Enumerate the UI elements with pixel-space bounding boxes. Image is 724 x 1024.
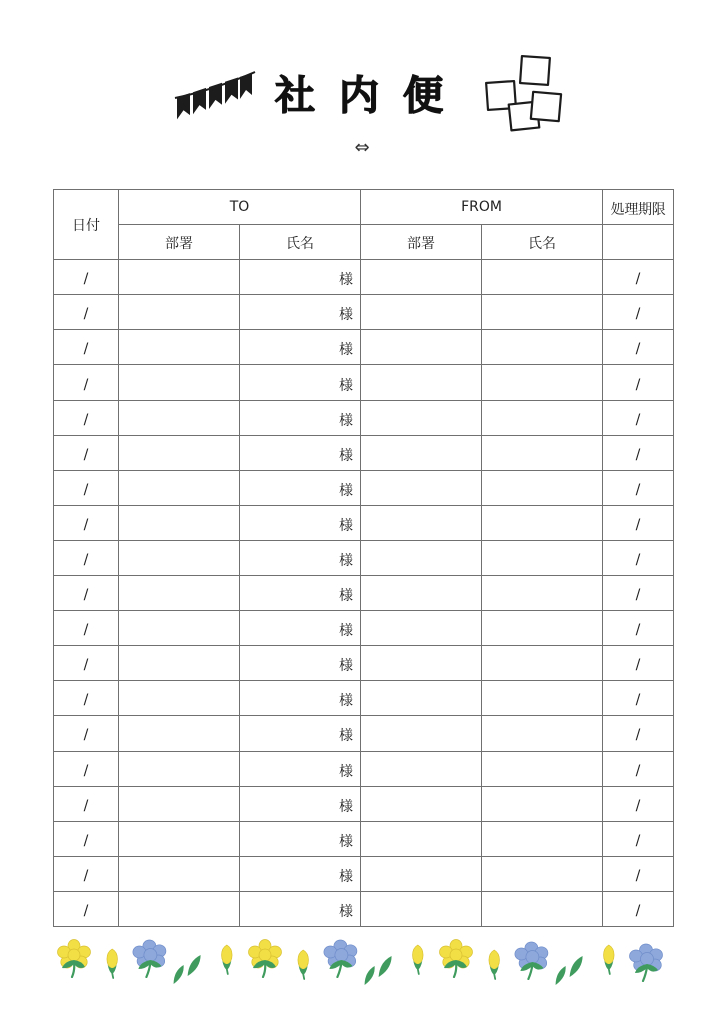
to-name-cell: 様 [240, 365, 361, 400]
sticky-notes-icon [483, 53, 565, 135]
to-name-cell: 様 [240, 576, 361, 611]
date-cell: / [54, 505, 119, 540]
yellow-flower-icon [58, 940, 91, 978]
table-row [54, 646, 674, 681]
from-department-cell [361, 540, 482, 575]
table-row [54, 365, 674, 400]
to-department-cell [119, 470, 240, 505]
from-department-cell [361, 260, 482, 295]
to-department-cell [119, 505, 240, 540]
mail-log-table [53, 189, 674, 927]
pennant-flag [240, 73, 252, 99]
deadline-cell: / [603, 505, 674, 540]
date-cell: / [54, 856, 119, 891]
deadline-cell: / [603, 751, 674, 786]
table-header [54, 190, 674, 260]
date-cell: / [54, 400, 119, 435]
deadline-subheader-blank [603, 225, 674, 260]
deadline-cell: / [603, 611, 674, 646]
deadline-cell: / [603, 435, 674, 470]
table-row [54, 435, 674, 470]
yellow-flower-icon [249, 940, 282, 978]
to-name-cell: 様 [240, 400, 361, 435]
to-department-cell [119, 751, 240, 786]
flower-border [0, 932, 724, 996]
from-department-cell [361, 295, 482, 330]
yellow-bud-icon [489, 950, 500, 979]
from-name-cell [482, 470, 603, 505]
from-department-cell [361, 470, 482, 505]
leaves-icon [556, 956, 583, 985]
to-department-cell [119, 681, 240, 716]
to-name-cell: 様 [240, 856, 361, 891]
header-row-sub [54, 225, 674, 260]
from-name-cell [482, 856, 603, 891]
date-cell: / [54, 576, 119, 611]
to-name-cell: 様 [240, 891, 361, 926]
bunting-flags-icon [173, 68, 257, 122]
date-cell: / [54, 611, 119, 646]
from-name-cell [482, 681, 603, 716]
from-department-cell [361, 681, 482, 716]
from-name-cell [482, 751, 603, 786]
from-name-cell [482, 505, 603, 540]
to-name-cell: 様 [240, 681, 361, 716]
to-department-cell [119, 540, 240, 575]
yellow-bud-icon [298, 950, 309, 979]
table-row [54, 400, 674, 435]
yellow-bud-icon [413, 945, 424, 974]
deadline-cell: / [603, 540, 674, 575]
from-department-cell [361, 751, 482, 786]
pennant-flag [225, 78, 238, 104]
blue-flower-icon [630, 944, 663, 981]
table-row [54, 295, 674, 330]
deadline-header: 処理期限 [603, 190, 674, 225]
date-cell: / [54, 821, 119, 856]
table-row [54, 330, 674, 365]
to-name-cell: 様 [240, 751, 361, 786]
from-name-cell [482, 611, 603, 646]
deadline-cell: / [603, 786, 674, 821]
to-header: TO [119, 190, 361, 225]
yellow-bud-icon [107, 949, 118, 978]
deadline-cell: / [603, 646, 674, 681]
to-name-cell: 様 [240, 295, 361, 330]
from-name-cell [482, 330, 603, 365]
to-name-cell: 様 [240, 786, 361, 821]
to-department-cell [119, 365, 240, 400]
table-row [54, 470, 674, 505]
to-name-cell: 様 [240, 505, 361, 540]
from-name-cell [482, 365, 603, 400]
table-body [54, 260, 674, 927]
from-department-cell [361, 891, 482, 926]
to-department-cell [119, 295, 240, 330]
to-name-cell: 様 [240, 260, 361, 295]
date-cell: / [54, 681, 119, 716]
from-name-cell [482, 576, 603, 611]
page-title: 社内便 [275, 73, 467, 119]
from-department-cell [361, 856, 482, 891]
yellow-flower-icon [440, 940, 473, 978]
table-row [54, 681, 674, 716]
to-department-cell [119, 576, 240, 611]
from-name-cell [482, 540, 603, 575]
to-name-cell: 様 [240, 330, 361, 365]
to-name-cell: 様 [240, 435, 361, 470]
deadline-cell: / [603, 821, 674, 856]
from-header: FROM [361, 190, 603, 225]
deadline-cell: / [603, 716, 674, 751]
from-department-cell [361, 400, 482, 435]
from-name-cell [482, 891, 603, 926]
from-name-cell [482, 821, 603, 856]
to-department-cell [119, 786, 240, 821]
to-name-cell: 様 [240, 540, 361, 575]
from-department-cell [361, 716, 482, 751]
blue-flower-icon [133, 940, 166, 977]
pennant-flag [193, 88, 206, 114]
table-row [54, 716, 674, 751]
from-name-cell [482, 716, 603, 751]
from-department-cell [361, 435, 482, 470]
to-department-cell [119, 330, 240, 365]
table-row [54, 856, 674, 891]
from-department-cell [361, 365, 482, 400]
to-department-cell [119, 856, 240, 891]
pennant-flags [177, 73, 252, 119]
from-department-cell [361, 611, 482, 646]
date-cell: / [54, 470, 119, 505]
date-cell: / [54, 365, 119, 400]
blue-flower-icon [324, 940, 357, 977]
table-row [54, 260, 674, 295]
from-department-cell [361, 330, 482, 365]
to-department-cell [119, 716, 240, 751]
to-name-cell: 様 [240, 716, 361, 751]
to-department-cell [119, 260, 240, 295]
sticky-note [531, 92, 561, 121]
double-arrow-symbol: ⇔ [354, 137, 370, 158]
date-cell: / [54, 751, 119, 786]
table-row [54, 611, 674, 646]
to-department-cell [119, 611, 240, 646]
from-name-cell [482, 786, 603, 821]
from-department-cell [361, 576, 482, 611]
date-cell: / [54, 786, 119, 821]
from-name-cell [482, 646, 603, 681]
from-department-cell [361, 505, 482, 540]
date-cell: / [54, 435, 119, 470]
header-row-main [54, 190, 674, 225]
deadline-cell: / [603, 295, 674, 330]
from-department-header: 部署 [361, 225, 482, 260]
table-row [54, 821, 674, 856]
table-row [54, 540, 674, 575]
yellow-bud-icon [604, 945, 615, 974]
to-department-cell [119, 891, 240, 926]
deadline-cell: / [603, 891, 674, 926]
from-name-cell [482, 295, 603, 330]
pennant-flag [177, 93, 190, 119]
to-department-cell [119, 646, 240, 681]
leaves-icon [174, 955, 201, 984]
yellow-bud-icon [222, 945, 233, 974]
deadline-cell: / [603, 330, 674, 365]
date-cell: / [54, 716, 119, 751]
from-name-cell [482, 260, 603, 295]
from-department-cell [361, 821, 482, 856]
deadline-cell: / [603, 856, 674, 891]
date-cell: / [54, 540, 119, 575]
from-department-cell [361, 646, 482, 681]
deadline-cell: / [603, 681, 674, 716]
to-name-cell: 様 [240, 821, 361, 856]
deadline-cell: / [603, 365, 674, 400]
leaves-icon [365, 956, 392, 985]
deadline-cell: / [603, 470, 674, 505]
to-name-cell: 様 [240, 646, 361, 681]
date-cell: / [54, 891, 119, 926]
to-name-header: 氏名 [240, 225, 361, 260]
from-name-header: 氏名 [482, 225, 603, 260]
table-row [54, 505, 674, 540]
date-header: 日付 [54, 190, 119, 260]
deadline-cell: / [603, 260, 674, 295]
to-name-cell: 様 [240, 470, 361, 505]
date-cell: / [54, 646, 119, 681]
table-row [54, 891, 674, 926]
from-name-cell [482, 435, 603, 470]
date-cell: / [54, 260, 119, 295]
to-department-cell [119, 821, 240, 856]
to-department-cell [119, 435, 240, 470]
date-cell: / [54, 295, 119, 330]
from-name-cell [482, 400, 603, 435]
to-name-cell: 様 [240, 611, 361, 646]
table-row [54, 751, 674, 786]
table-row [54, 786, 674, 821]
deadline-cell: / [603, 400, 674, 435]
to-department-cell [119, 400, 240, 435]
to-department-header: 部署 [119, 225, 240, 260]
date-cell: / [54, 330, 119, 365]
pennant-flag [209, 83, 222, 109]
deadline-cell: / [603, 576, 674, 611]
blue-flower-icon [515, 942, 548, 979]
from-department-cell [361, 786, 482, 821]
table-row [54, 576, 674, 611]
sticky-note [520, 56, 550, 85]
